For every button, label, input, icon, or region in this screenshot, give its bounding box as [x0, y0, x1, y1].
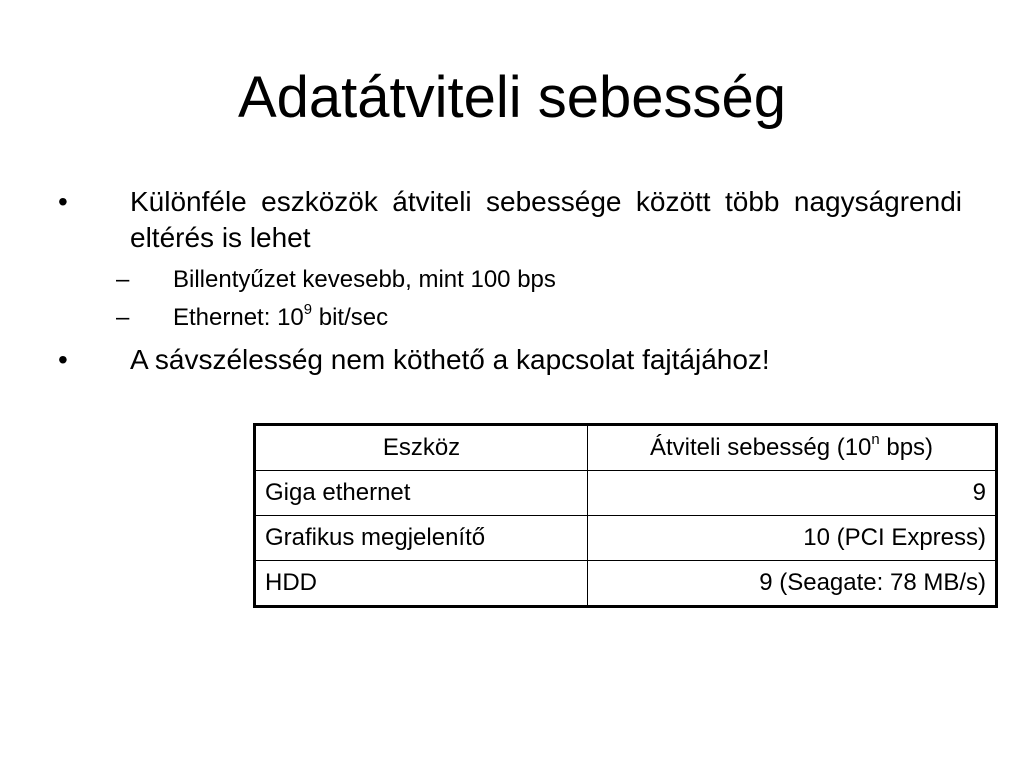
cell-speed: 10 (PCI Express) [588, 516, 997, 561]
table-header-row [255, 425, 997, 471]
header-speed-after: bps) [879, 434, 934, 461]
table-row [255, 516, 997, 561]
sub-bullet-text [173, 303, 388, 333]
header-speed [588, 425, 997, 471]
bullet-marker: • [58, 344, 68, 375]
bullet-marker: • [58, 186, 68, 217]
sub-bullet-marker: – [116, 304, 130, 331]
sub-bullet-text-after: bit/sec [312, 304, 389, 331]
bullet-text: Különféle eszközök átviteli sebessége között több nagyságrendi eltérés is lehet [130, 186, 962, 253]
sub-bullet-text: Billentyűzet kevesebb, mint 100 bps [173, 266, 556, 293]
cell-device: Giga ethernet [255, 471, 588, 516]
header-speed-exponent: n [871, 431, 880, 448]
cell-device: HDD [255, 561, 588, 607]
cell-speed: 9 (Seagate: 78 MB/s) [588, 561, 997, 607]
bullet-text: A sávszélesség nem köthető a kapcsolat fajtájához! [130, 344, 770, 375]
sub-bullet-marker: – [116, 266, 130, 293]
header-device: Eszköz [255, 425, 588, 471]
table-row [255, 561, 997, 607]
transfer-speed-table [253, 423, 998, 608]
table-row [255, 471, 997, 516]
header-speed-before: Átviteli sebesség (10 [649, 434, 872, 461]
slide-title: Adatátviteli sebesség [237, 65, 787, 130]
sub-bullet-text-before: Ethernet: 10 [173, 304, 304, 331]
cell-device: Grafikus megjelenítő [255, 516, 588, 561]
sub-bullet-exponent: 9 [303, 301, 313, 318]
cell-speed: 9 [588, 471, 997, 516]
